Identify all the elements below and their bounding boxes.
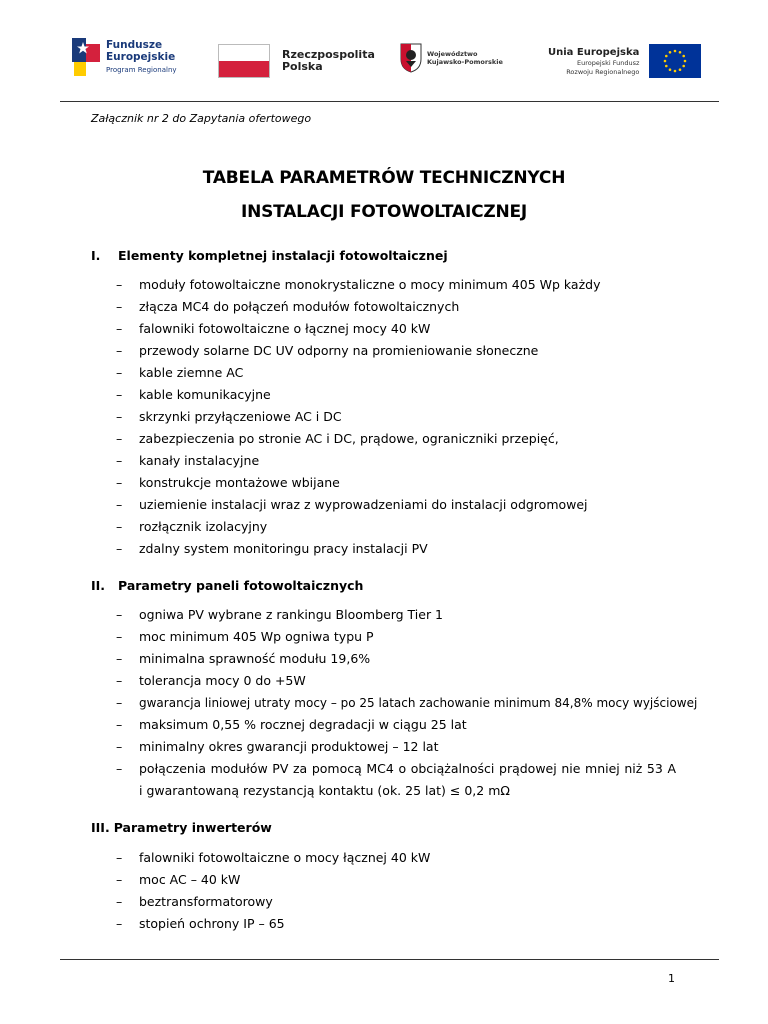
section-heading-2 [91,578,363,593]
section-title: Parametry paneli fotowoltaicznych [118,578,364,593]
pl-logo-line2: Polska [282,60,323,73]
page-title-line2: INSTALACJI FOTOWOLTAICZNEJ [240,202,528,222]
page-number: 1 [668,972,675,985]
fundusze-europejskie-logo [72,38,177,76]
polish-flag-icon [218,44,270,78]
footer-divider [60,959,719,960]
fe-logo-line1: Fundusze [106,38,163,51]
unia-europejska-logo [548,44,701,78]
section-title: Parametry inwerterów [113,820,272,835]
ue-logo-line3: Rozwoju Regionalnego [566,67,640,76]
eu-flag-icon [649,44,701,78]
ue-logo-line2: Europejski Fundusz [577,58,640,67]
header-divider [60,101,719,102]
fe-logo-line2: Europejskie [106,50,176,63]
section-number: III. [91,820,110,835]
kp-logo-line2: Kujawsko-Pomorskie [427,58,503,66]
section-number: I. [91,248,101,263]
annex-label: Załącznik nr 2 do Zapytania ofertowego [91,112,312,125]
fe-star-icon [72,38,100,76]
fe-logo-line3: Program Regionalny [106,65,177,74]
section-heading-1 [91,248,448,263]
coat-of-arms-icon [400,43,422,73]
page-title-line1: TABELA PARAMETRÓW TECHNICZNYCH [202,168,566,188]
kp-logo-line1: Województwo [427,50,478,58]
section-title: Elementy kompletnej instalacji fotowoltaicznej [118,248,448,263]
rzeczpospolita-polska-logo [218,44,375,78]
ue-logo-line1: Unia Europejska [548,46,640,58]
pl-logo-line1: Rzeczpospolita [282,48,375,61]
section-heading-3 [91,820,272,835]
header-logo-bar [0,0,768,100]
wojewodztwo-kujawsko-pomorskie-logo [400,43,503,73]
section-number: II. [91,578,106,593]
